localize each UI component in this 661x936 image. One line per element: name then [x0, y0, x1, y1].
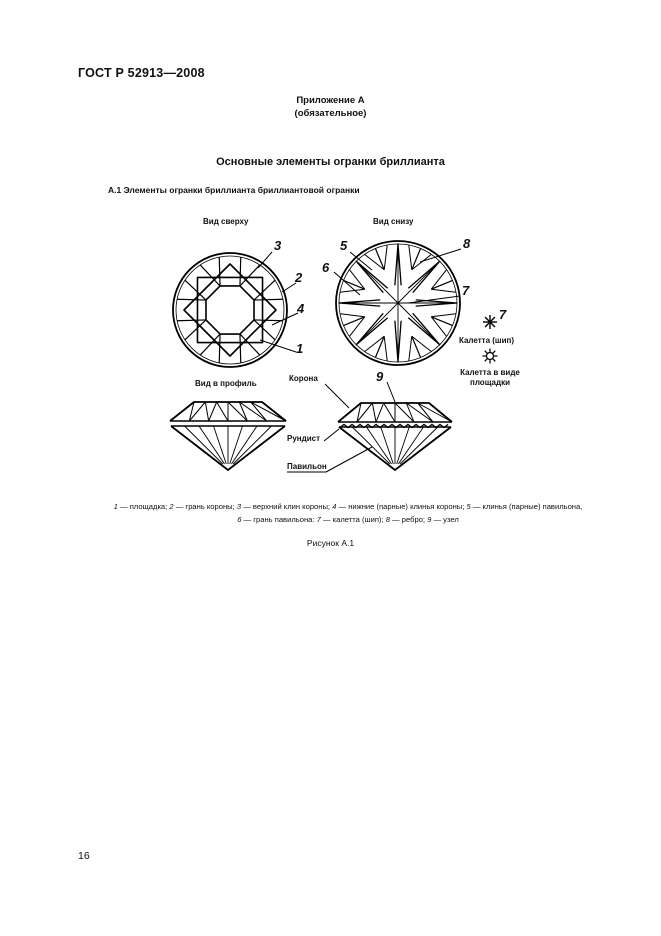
profile-right-pavilion-facet: [397, 427, 410, 464]
pavilion-half-facet: [431, 314, 456, 317]
caption-item-6: 6 — грань павильона:: [237, 515, 317, 524]
profile-left-pavilion-facet: [233, 426, 271, 464]
culet-area-icon: [485, 351, 488, 354]
culet-area-line2: площадки: [470, 378, 510, 387]
crown-facet-edge: [254, 320, 283, 321]
crown-facet-edge: [219, 257, 220, 286]
crown-facet-edge: [254, 299, 283, 300]
number-6: 6: [322, 260, 330, 275]
profile-left-crown-facet: [262, 402, 286, 421]
top-view-girdle: [176, 256, 284, 364]
crown-facet-edge: [240, 334, 241, 363]
culet-area-icon: [492, 351, 495, 354]
culet-area-label: [452, 368, 528, 388]
crown-facet-edge: [177, 320, 206, 321]
culet-area-icon: [485, 358, 488, 361]
caption-item-5: 5 — клинья (парные) павильона,: [466, 502, 583, 511]
caption-item-7: 7 — калетта (шип);: [316, 515, 386, 524]
profile-left-crown-facet: [217, 402, 228, 421]
pavilion-half-facet: [340, 314, 365, 317]
view-top-label: Вид сверху: [203, 217, 249, 226]
pavilion-ridge: [398, 303, 440, 345]
profile-left-crown-facet: [251, 402, 286, 421]
caption-item-8: 8 — ребро;: [385, 515, 428, 524]
number-7: 7: [462, 283, 470, 298]
culet-area-icon: [487, 353, 494, 360]
leader-line-2: [282, 283, 296, 292]
profile-left-pavilion-facet: [230, 426, 243, 464]
profile-left-pavilion-facet: [185, 426, 223, 464]
appendix-title: Приложение А: [296, 95, 365, 106]
view-profile-label: Вид в профиль: [195, 379, 257, 388]
pavilion-half-facet: [384, 245, 387, 270]
leader-line-crown: [325, 384, 349, 408]
profile-right-pavilion-facet: [352, 427, 390, 464]
profile-right-crown-facet: [384, 403, 395, 422]
top-view-outline: [173, 253, 287, 367]
number-8: 8: [463, 236, 471, 251]
caption-item-4: 4 — нижние (парные) клинья короны;: [332, 502, 467, 511]
table-octagon: [206, 286, 254, 334]
profile-right-pavilion-facet: [381, 427, 394, 464]
crown-facet-edge: [219, 334, 220, 363]
pavilion-half-facet: [431, 289, 456, 292]
number-5: 5: [340, 238, 348, 253]
section-title: Основные элементы огранки бриллианта: [216, 156, 445, 168]
figure-caption: [88, 500, 608, 526]
profile-left-pavilion-facet: [214, 426, 227, 464]
view-bottom-label: Вид снизу: [373, 217, 414, 226]
document-header: ГОСТ Р 52913—2008: [78, 66, 205, 80]
number-9: 9: [376, 369, 384, 384]
caption-item-2: 2 — грань короны;: [169, 502, 237, 511]
caption-item-3: 3 — верхний клин короны;: [236, 502, 333, 511]
subsection-title: А.1 Элементы огранки бриллианта бриллиантовой огранки: [108, 185, 360, 195]
crown-facet-edge: [240, 257, 241, 286]
profile-right-crown-facet: [372, 403, 376, 422]
pavilion-half-facet: [384, 336, 387, 361]
appendix-note: (обязательное): [294, 108, 367, 119]
figure-label: Рисунок А.1: [306, 538, 355, 548]
profile-right-crown-facet: [418, 403, 452, 422]
caption-item-9: 9 — узел: [427, 515, 459, 524]
leader-line-9: [387, 382, 395, 402]
pavilion-half-facet: [340, 289, 365, 292]
profile-left-crown-facet: [205, 402, 208, 421]
page-number: 16: [78, 850, 90, 862]
leader-line-girdle: [324, 429, 339, 441]
profile-left-crown-facet: [209, 402, 217, 421]
pavilion-half-facet: [409, 336, 412, 361]
number-1: 1: [296, 341, 304, 356]
caption-item-1: 1 — площадка;: [113, 502, 170, 511]
number-4: 4: [297, 301, 305, 316]
pavilion-label: Павильон: [287, 462, 327, 471]
culet-area-line1: Калетта в виде: [460, 368, 520, 377]
pavilion-ridge: [398, 261, 440, 303]
profile-right-pavilion-facet: [400, 427, 438, 464]
number-2: 2: [295, 270, 303, 285]
crown-label: Корона: [289, 374, 318, 383]
profile-left-crown-facet: [228, 402, 247, 421]
profile-right-crown-facet: [429, 403, 452, 422]
pavilion-ridge: [356, 303, 398, 345]
culet-area-icon: [492, 358, 495, 361]
pavilion-half-facet: [409, 245, 412, 270]
number-3: 3: [274, 238, 282, 253]
profile-right-crown-facet: [376, 403, 384, 422]
culet-label: Калетта (шип): [459, 336, 515, 345]
pavilion-ridge: [356, 261, 398, 303]
number-7-culet: 7: [499, 307, 507, 322]
girdle-label: Рундист: [287, 434, 320, 443]
crown-facet-edge: [177, 299, 206, 300]
